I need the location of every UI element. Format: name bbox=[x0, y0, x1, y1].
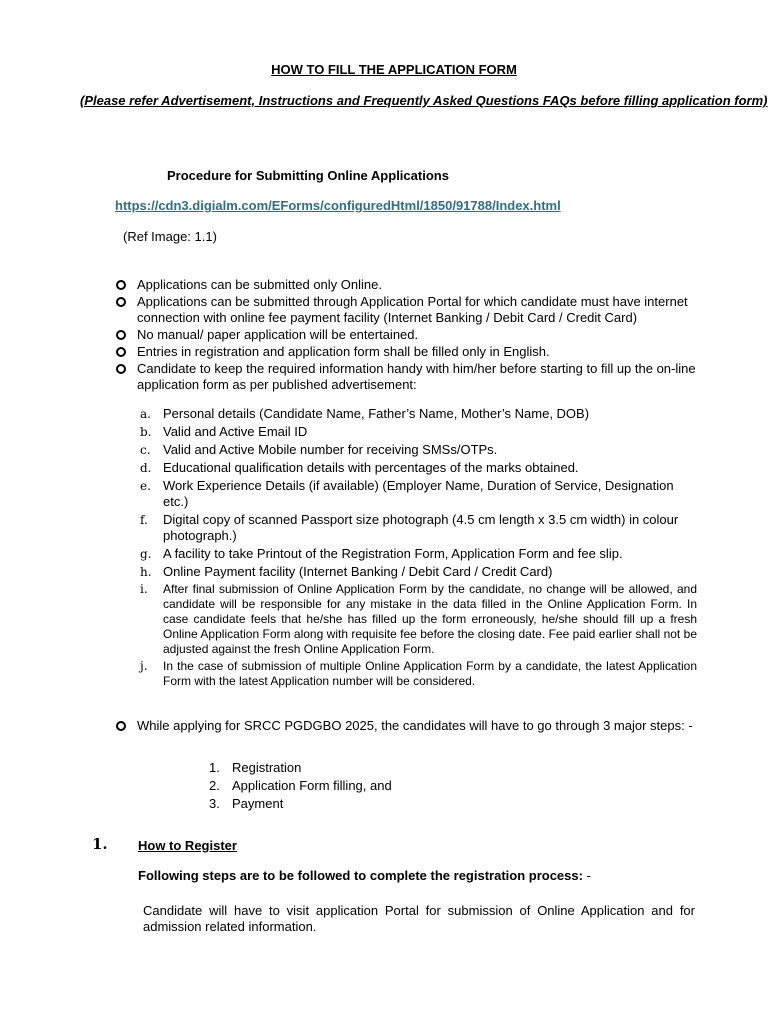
bullet-list bbox=[116, 277, 698, 394]
section-number: 1. bbox=[92, 835, 108, 853]
circle-bullet-icon bbox=[116, 364, 126, 374]
list-item: e. Work Experience Details (if available) (Employer Name, Duration of Service, Designation etc.) bbox=[140, 478, 674, 509]
list-item: Entries in registration and application form shall be filled only in English. bbox=[116, 344, 698, 360]
major-steps-list bbox=[209, 759, 392, 813]
list-item: j. In the case of submission of multiple Online Application Form by a candidate, the latest Application Form with the latest Application number will be considered. bbox=[140, 659, 697, 688]
instructions-note: (Please refer Advertisement, Instructions and Frequently Asked Questions FAQs before filling application form) bbox=[80, 93, 768, 108]
list-item: Candidate to keep the required information handy with him/her before starting to fill up the on-line application form as per published advertisement: bbox=[116, 361, 698, 393]
list-item: Applications can be submitted through Application Portal for which candidate must have internet connection with online fee payment facility (Internet Banking / Debit Card / Credit Card) bbox=[116, 294, 698, 326]
circle-bullet-icon bbox=[116, 280, 126, 290]
list-item: c. Valid and Active Mobile number for receiving SMSs/OTPs. bbox=[140, 442, 498, 457]
list-item: g. A facility to take Printout of the Registration Form, Application Form and fee slip. bbox=[140, 546, 623, 561]
circle-bullet-icon bbox=[116, 347, 126, 357]
circle-bullet-icon bbox=[116, 330, 126, 340]
list-item: a. Personal details (Candidate Name, Father’s Name, Mother’s Name, DOB) bbox=[140, 406, 590, 421]
required-info-list bbox=[137, 406, 697, 691]
steps-bullet bbox=[116, 718, 716, 735]
application-portal-link[interactable]: https://cdn3.digialm.com/EForms/configuredHtml/1850/91788/Index.html bbox=[115, 198, 561, 213]
list-item: No manual/ paper application will be entertained. bbox=[116, 327, 698, 343]
list-item: While applying for SRCC PGDGBO 2025, the candidates will have to go through 3 major steps: - bbox=[116, 718, 716, 734]
registration-steps-intro: Following steps are to be followed to complete the registration process: - bbox=[138, 868, 591, 883]
list-item: h. Online Payment facility (Internet Banking / Debit Card / Credit Card) bbox=[140, 564, 553, 579]
circle-bullet-icon bbox=[116, 297, 126, 307]
list-item: 2. Application Form filling, and bbox=[209, 778, 392, 793]
list-item: b. Valid and Active Email ID bbox=[140, 424, 308, 439]
circle-bullet-icon bbox=[116, 721, 126, 731]
list-item: 3. Payment bbox=[209, 796, 284, 811]
list-item: d. Educational qualification details with percentages of the marks obtained. bbox=[140, 460, 579, 475]
registration-paragraph: Candidate will have to visit application Portal for submission of Online Application and for admission related information. bbox=[143, 903, 695, 934]
section-heading: How to Register bbox=[138, 838, 237, 853]
reference-image-label: (Ref Image: 1.1) bbox=[123, 229, 217, 244]
list-item: i. After final submission of Online Application Form by the candidate, no change will be allowed, and candidate will be responsible for any mistake in the data filled in the Online Application Form. In case candidate feels that he/she has filled up the form erroneously, he/she should fill up a fresh Online Application Form along with requisite fee before the closing date. Fee paid earlier shall not be adjusted against the fresh Online Application Form. bbox=[140, 582, 697, 656]
list-item: 1. Registration bbox=[209, 760, 302, 775]
list-item: Applications can be submitted only Online. bbox=[116, 277, 698, 293]
list-item: f. Digital copy of scanned Passport size photograph (4.5 cm length x 3.5 cm width) in colour photograph.) bbox=[140, 512, 679, 543]
procedure-heading: Procedure for Submitting Online Applications bbox=[167, 168, 449, 183]
document-title: HOW TO FILL THE APPLICATION FORM bbox=[271, 62, 517, 77]
